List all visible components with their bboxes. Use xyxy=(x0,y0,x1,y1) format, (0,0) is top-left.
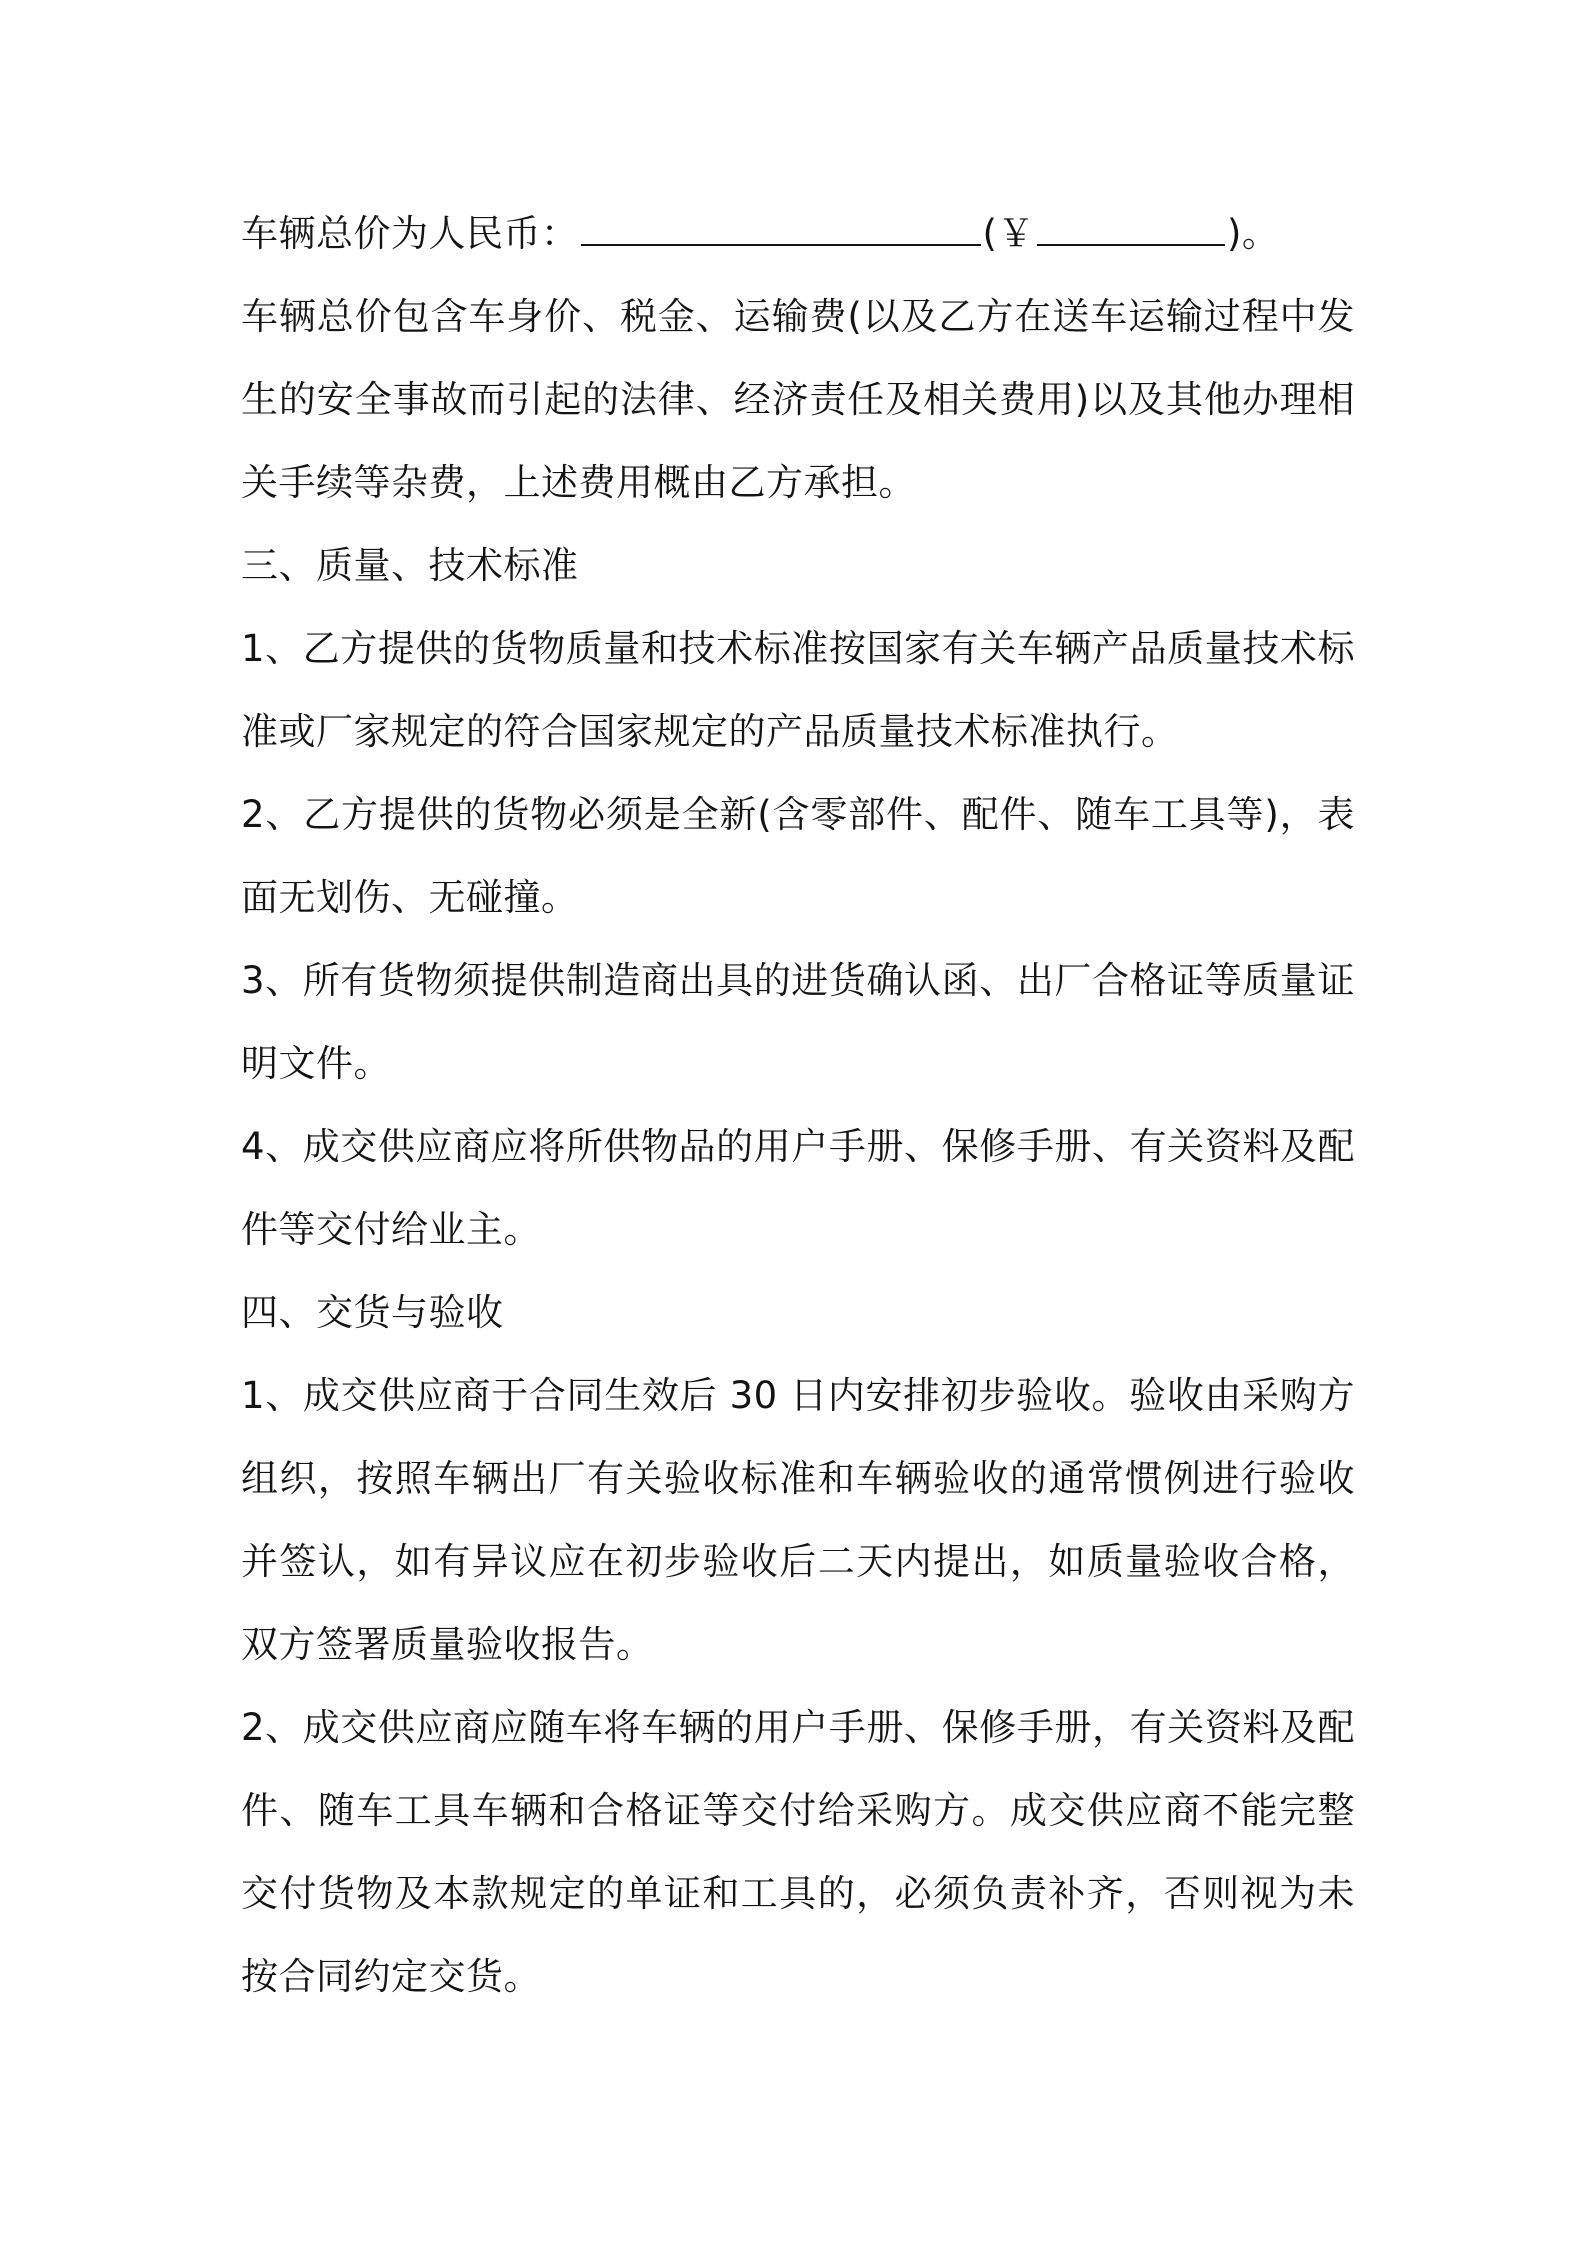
price-prefix: 车辆总价为人民币： xyxy=(241,212,579,255)
delivery-clause-1: 1、成交供应商于合同生效后 30 日内安排初步验收。验收由采购方组织，按照车辆出厂有关验收标准和车辆验收的通常惯例进行验收并签认，如有异议应在初步验收后二天内提出，如质量验收合格，双方签署质量验收报告。 xyxy=(241,1374,1355,1666)
price-words-blank[interactable] xyxy=(581,206,981,246)
quality-clause-2: 2、乙方提供的货物必须是全新(含零部件、配件、随车工具等)，表面无划伤、无碰撞。 xyxy=(241,793,1355,919)
section-heading-quality: 三、质量、技术标准 xyxy=(241,544,579,587)
quality-clause-1: 1、乙方提供的货物质量和技术标准按国家有关车辆产品质量技术标准或厂家规定的符合国家规定的产品质量技术标准执行。 xyxy=(241,627,1355,753)
quality-clause-3: 3、所有货物须提供制造商出具的进货确认函、出厂合格证等质量证明文件。 xyxy=(241,959,1355,1085)
price-includes-paragraph: 车辆总价包含车身价、税金、运输费(以及乙方在送车运输过程中发生的安全事故而引起的法律、经济责任及相关费用)以及其他办理相关手续等杂费，上述费用概由乙方承担。 xyxy=(241,295,1355,504)
delivery-clause-2: 2、成交供应商应随车将车辆的用户手册、保修手册，有关资料及配件、随车工具车辆和合格证等交付给采购方。成交供应商不能完整交付货物及本款规定的单证和工具的，必须负责补齐，否则视为未按合同约定交货。 xyxy=(241,1706,1355,1998)
price-symbol: (￥ xyxy=(982,212,1035,255)
price-suffix: )。 xyxy=(1226,212,1280,255)
section-heading-delivery: 四、交货与验收 xyxy=(241,1291,504,1334)
quality-clause-4: 4、成交供应商应将所供物品的用户手册、保修手册、有关资料及配件等交付给业主。 xyxy=(241,1125,1355,1251)
document-body xyxy=(241,192,1355,2018)
total-price-line xyxy=(241,192,1355,275)
price-number-blank[interactable] xyxy=(1037,206,1225,246)
